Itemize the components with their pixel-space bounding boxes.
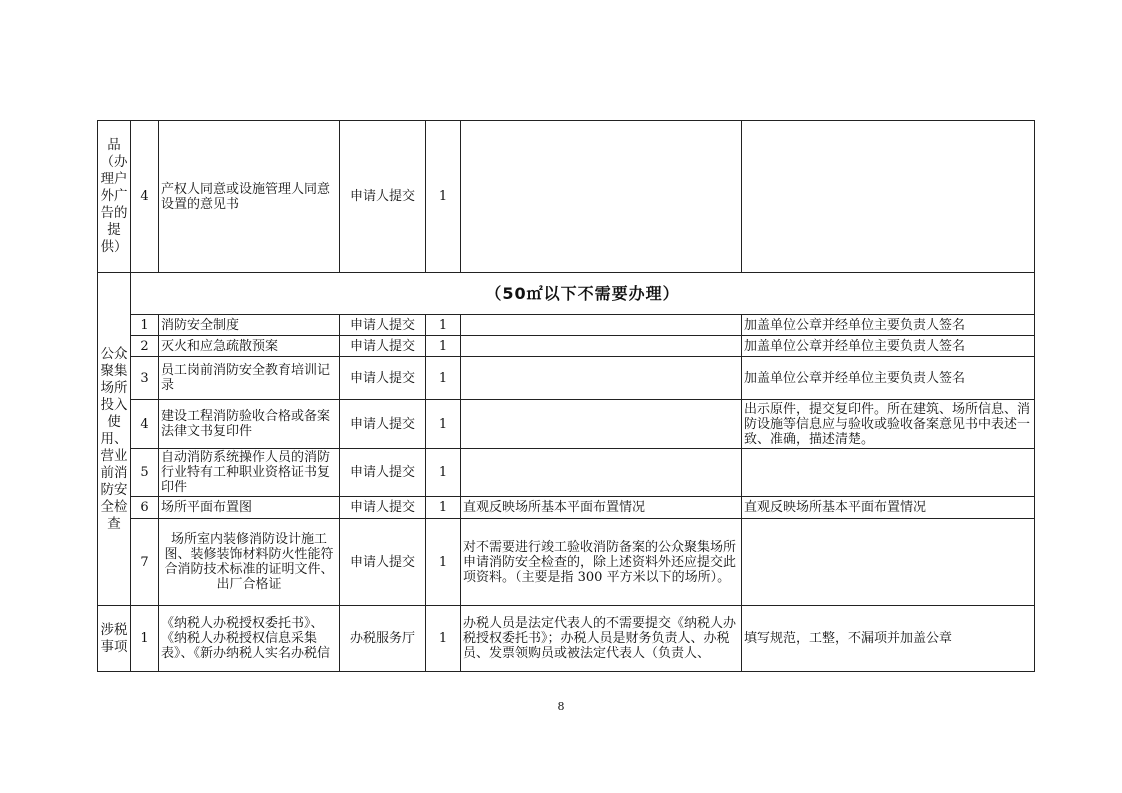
- row-number: 3: [131, 357, 159, 400]
- table-row: [98, 315, 1035, 336]
- banner-row: [98, 273, 1035, 315]
- material-note: [742, 121, 1035, 273]
- category-cell-public-venue: [98, 273, 131, 606]
- material-name: 建设工程消防验收合格或备案法律文书复印件: [159, 400, 340, 449]
- material-name: 自动消防系统操作人员的消防行业特有工种职业资格证书复印件: [159, 449, 340, 497]
- material-name: 产权人同意或设施管理人同意设置的意见书: [159, 121, 340, 273]
- material-source: 申请人提交: [340, 400, 426, 449]
- material-requirement: [461, 449, 742, 497]
- category-label: 品（办理户外广告的提供）: [100, 137, 128, 255]
- material-note: 出示原件，提交复印件。所在建筑、场所信息、消防设施等信息应与验收或验收备案意见书中表述一致、准确，描述清楚。: [742, 400, 1035, 449]
- material-count: 1: [426, 497, 461, 519]
- table-row: [98, 497, 1035, 519]
- table-row: [98, 336, 1035, 357]
- material-note: [742, 449, 1035, 497]
- material-requirement: 对不需要进行竣工验收消防备案的公众聚集场所申请消防安全检查的，除上述资料外还应提交此项资料。（主要是指 300 平方米以下的场所）。: [461, 519, 742, 606]
- material-requirement: [461, 400, 742, 449]
- table-row: [98, 449, 1035, 497]
- material-name: 《纳税人办税授权委托书》、《纳税人办税授权信息采集表》、《新办纳税人实名办税信: [159, 606, 340, 672]
- row-number: 4: [131, 121, 159, 273]
- material-source: 申请人提交: [340, 315, 426, 336]
- material-requirement: [461, 336, 742, 357]
- row-number: 7: [131, 519, 159, 606]
- material-count: 1: [426, 400, 461, 449]
- material-name: 员工岗前消防安全教育培训记录: [159, 357, 340, 400]
- row-number: 1: [131, 606, 159, 672]
- material-source: 申请人提交: [340, 449, 426, 497]
- row-number: 5: [131, 449, 159, 497]
- material-name: 消防安全制度: [159, 315, 340, 336]
- page-number: 8: [557, 700, 565, 713]
- material-source: 申请人提交: [340, 357, 426, 400]
- table-row: [98, 357, 1035, 400]
- material-count: 1: [426, 519, 461, 606]
- material-note: 加盖单位公章并经单位主要负责人签名: [742, 357, 1035, 400]
- material-count: 1: [426, 606, 461, 672]
- category-label: 公众聚集场所投入使用、营业前消防安全检查: [100, 345, 128, 532]
- material-note: 加盖单位公章并经单位主要负责人签名: [742, 315, 1035, 336]
- material-name: 场所平面布置图: [159, 497, 340, 519]
- material-note: 加盖单位公章并经单位主要负责人签名: [742, 336, 1035, 357]
- material-requirement: [461, 121, 742, 273]
- category-cell-outdoor-ad: [98, 121, 131, 273]
- table-row: [98, 121, 1035, 273]
- material-source: 办税服务厅: [340, 606, 426, 672]
- material-count: 1: [426, 315, 461, 336]
- table-row: [98, 519, 1035, 606]
- material-requirement: 直观反映场所基本平面布置情况: [461, 497, 742, 519]
- material-source: 申请人提交: [340, 497, 426, 519]
- material-source: 申请人提交: [340, 336, 426, 357]
- section-banner: （50㎡以下不需要办理）: [131, 273, 1035, 315]
- row-number: 1: [131, 315, 159, 336]
- material-name: 场所室内装修消防设计施工图、装修装饰材料防火性能符合消防技术标准的证明文件、出厂合格证: [159, 519, 340, 606]
- material-note: 直观反映场所基本平面布置情况: [742, 497, 1035, 519]
- material-count: 1: [426, 121, 461, 273]
- materials-table: [97, 120, 1035, 672]
- row-number: 2: [131, 336, 159, 357]
- material-source: 申请人提交: [340, 519, 426, 606]
- material-requirement: 办税人员是法定代表人的不需要提交《纳税人办税授权委托书》；办税人员是财务负责人、办税员、发票领购员或被法定代表人（负责人、: [461, 606, 742, 672]
- category-cell-tax: [98, 606, 131, 672]
- material-name: 灭火和应急疏散预案: [159, 336, 340, 357]
- material-requirement: [461, 315, 742, 336]
- material-note: 填写规范，工整，不漏项并加盖公章: [742, 606, 1035, 672]
- table-row: [98, 400, 1035, 449]
- material-requirement: [461, 357, 742, 400]
- material-count: 1: [426, 449, 461, 497]
- category-label: 涉税事项: [100, 621, 128, 655]
- row-number: 4: [131, 400, 159, 449]
- material-count: 1: [426, 336, 461, 357]
- material-source: 申请人提交: [340, 121, 426, 273]
- material-note: [742, 519, 1035, 606]
- row-number: 6: [131, 497, 159, 519]
- material-count: 1: [426, 357, 461, 400]
- table-row: [98, 606, 1035, 672]
